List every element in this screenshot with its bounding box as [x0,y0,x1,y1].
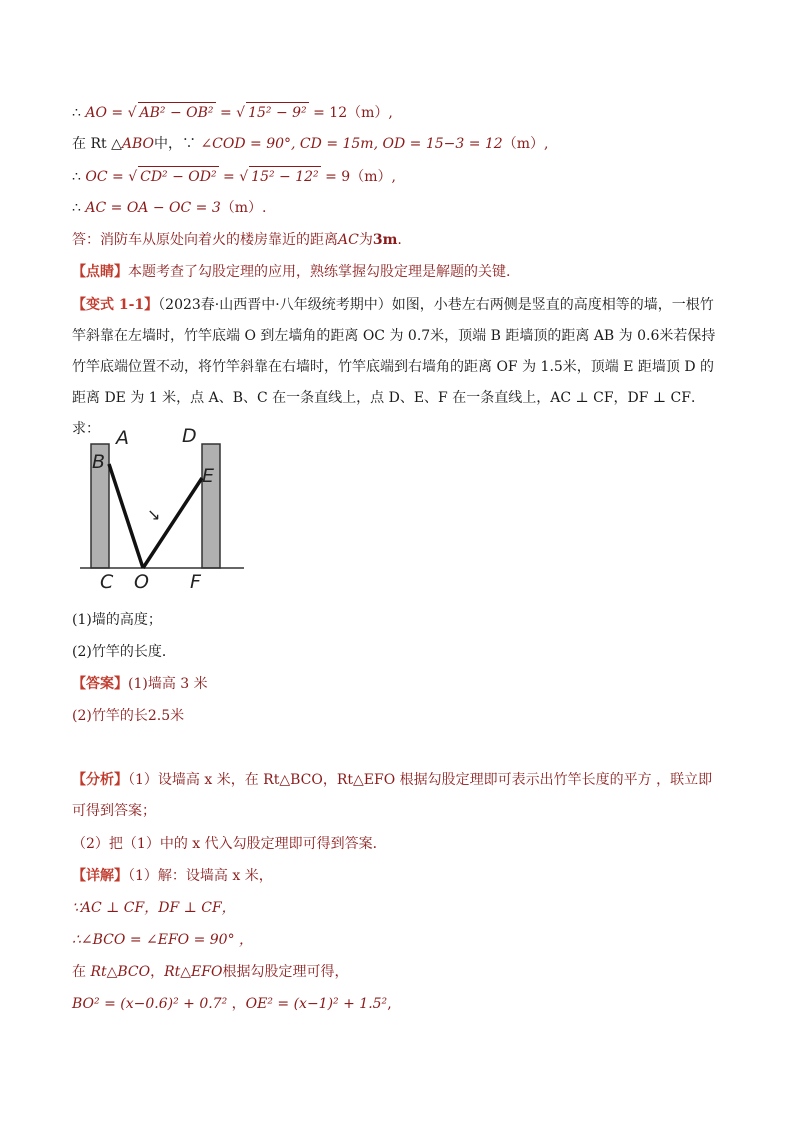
label-c: C [100,571,114,592]
label-b: B [92,451,106,473]
variant-tag: 【变式 1-1】 [72,297,159,313]
result-12: = 12 [308,105,348,121]
period: . [397,232,402,248]
triangle-efo: Rt△EFO [164,964,223,980]
equals: = [218,169,240,185]
solution-line-rt [72,134,734,154]
analysis-text: （1）设墙高 x 米，在 Rt△BCO，Rt△EFO 根据勾股定理即可表示出竹竿长度的平方 ，联立即可得到答案； [72,772,713,819]
label-d: D [182,425,197,447]
formula-ac: AC = OA − OC = 3 [85,200,221,216]
unit: （m）, [350,169,396,185]
pole-left [109,464,143,568]
question-1: (1)墙的高度； [72,612,162,628]
detail-step-3 [72,962,734,982]
detail-line [72,866,734,886]
answer-tag: 【答案】 [72,676,128,692]
analysis-line-2: （2）把（1）中的 x 代入勾股定理即可得到答案． [72,836,387,852]
formula-ao: AO = [85,105,128,121]
radicand-2: 15² − 9² [246,102,309,123]
arrow-icon: ↘ [147,505,161,524]
analysis-paragraph [72,765,722,827]
detail-step-4 [72,994,734,1014]
comment-tag: 【点睛】 [72,264,128,280]
therefore-symbol: ∴ [72,169,86,185]
triangle-abo: ABO [121,136,154,152]
separator: ， [150,964,165,980]
text: 在 Rt △ [72,136,122,152]
text: 中，∵ [153,136,201,152]
detail-step-1: ∵AC ⊥ CF，DF ⊥ CF， [72,900,236,916]
text: 在 [72,964,91,980]
analysis-tag: 【分析】 [72,772,128,788]
answer-line [72,230,734,250]
label-e: E [202,465,215,487]
answer-value: 3m [372,232,398,248]
detail-tag: 【详解】 [72,868,128,884]
unit: （m）. [220,200,267,216]
comment-text: 本题考查了勾股定理的应用，熟练掌握勾股定理是解题的关键. [128,264,511,280]
text: 根据勾股定理可得， [222,964,349,980]
label-f: F [190,571,201,592]
detail-step-2: ∴∠BCO = ∠EFO = 90° ， [72,932,254,948]
therefore-symbol: ∴ [72,200,86,216]
radicand-1: AB² − OB² [138,102,216,123]
unit: （m）, [347,105,393,121]
unit: （m）, [502,136,549,152]
bamboo-wall-figure [78,422,248,592]
ac-symbol: AC [338,232,359,248]
therefore-symbol: ∴ [72,105,86,121]
radicand-1: CD² − OD² [138,166,219,187]
formula-oe: OE² = (x−1)² + 1.5² [245,996,388,1012]
text: 为 [358,232,373,248]
answer-2-text: (2)竹竿的长 [72,708,148,724]
result-9: = 9 [320,169,351,185]
problem-text: （2023春·山西晋中·八年级统考期中）如图，小巷左右两侧是竖直的高度相等的墙，一根竹竿斜靠在左墙时，竹竿底端 O 到左墙角的距离 OC 为 0.7米，顶端 B 距墙顶的距离 AB 为 0.6米若保持竹竿底端位置不动，将竹竿斜靠在右墙时，竹竿底端到右墙角的距离 OF 为 1.5米，顶端 E 距墙顶 D 的距离 DE 为 1 米，点 A、B、C 在一条直线上，点 D、E、F 在一条直线上，AC ⊥ CF，DF ⊥ CF．求： [72,297,716,437]
solution-line-ao: ∴ AO = √ AB² − OB² = √ 15² − 9² = 12（m）, [72,102,734,123]
formula-cod: ∠COD = 90°, CD = 15m, OD = 15−3 = 12 [200,136,503,152]
triangle-bco: Rt△BCO [90,964,151,980]
answer-text: 答：消防车从原处向着火的楼房靠近的距离 [72,232,338,248]
answer-2 [72,706,734,726]
equals: = [215,105,237,121]
radicand-2: 15² − 12² [249,166,320,187]
solution-line-oc: ∴ OC = √ CD² − OD² = √ 15² − 12² = 9（m）, [72,166,734,187]
formula-bo: BO² = (x−0.6)² + 0.7² [72,996,228,1012]
label-o: O [134,571,149,592]
detail-text: （1）解：设墙高 x 米， [128,868,273,884]
comment-line [72,262,734,282]
comma: , [387,996,392,1012]
separator: ， [227,996,246,1012]
answer-2-value: 2.5米 [147,708,185,724]
solution-line-ac [72,198,734,218]
answer-1 [72,674,734,694]
label-a: A [116,427,129,449]
formula-oc: OC = [85,169,129,185]
answer-1-text: (1)墙高 3 米 [128,676,208,692]
question-2: (2)竹竿的长度． [72,644,176,660]
right-wall [202,444,220,568]
